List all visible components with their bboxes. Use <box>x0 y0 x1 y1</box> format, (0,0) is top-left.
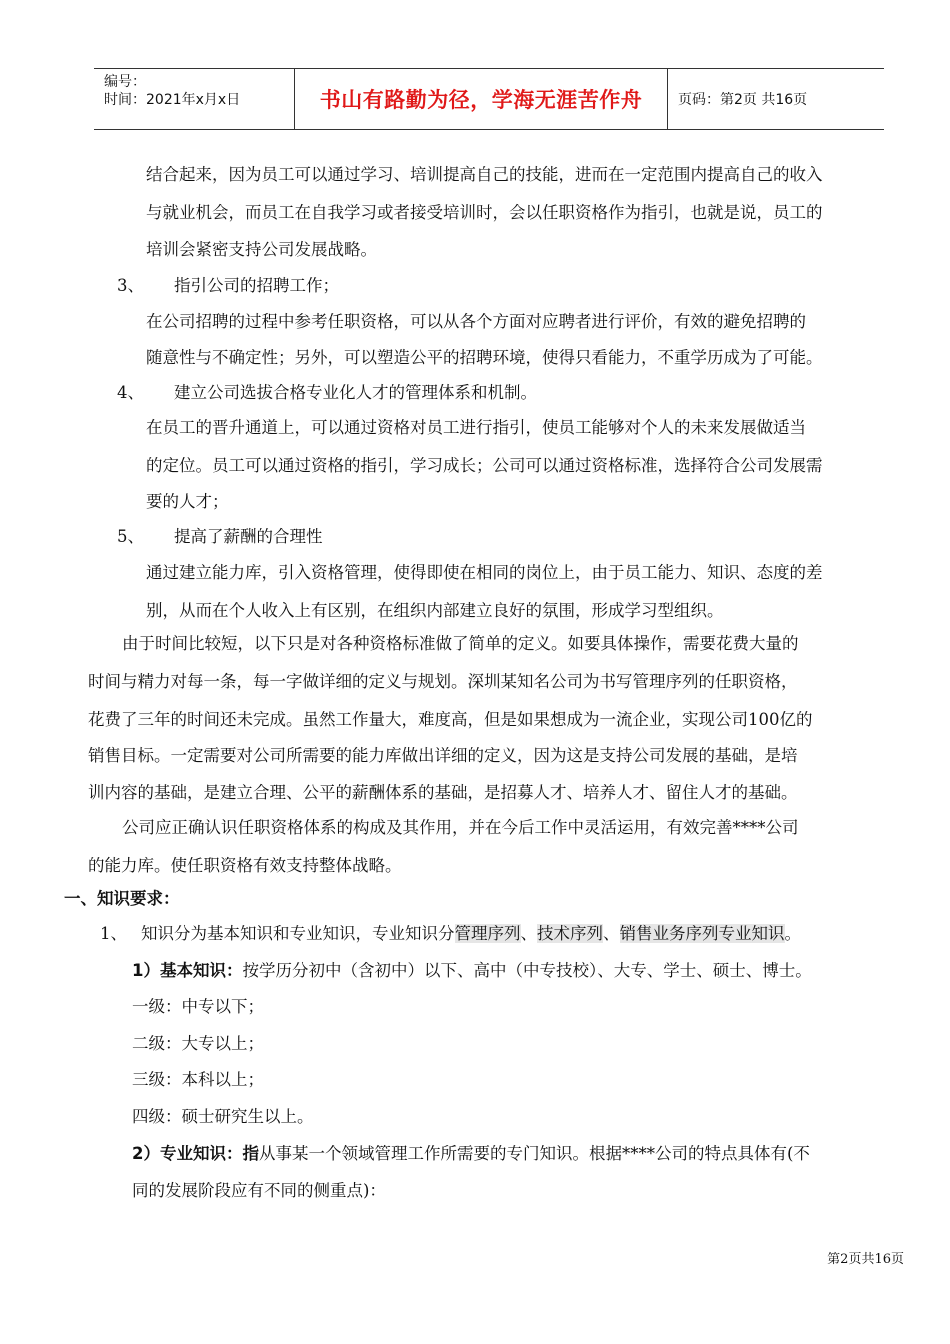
paragraph-line: 训内容的基础，是建立合理、公平的薪酬体系的基础，是招募人才、培养人才、留住人才的基础。 <box>88 783 798 802</box>
list-number: 3、 <box>117 276 144 295</box>
knowledge-intro <box>141 924 801 944</box>
page-footer: 第2页共16页 <box>827 1252 904 1267</box>
level-item: 三级：本科以上； <box>132 1070 264 1089</box>
paragraph-line: 公司应正确认识任职资格体系的构成及其作用，并在今后工作中灵活运用，有效完善****公司 <box>122 818 799 837</box>
paragraph-line: 培训会紧密支持公司发展战略。 <box>146 240 377 259</box>
knowledge-intro-text: 知识分为基本知识和专业知识，专业知识分 <box>141 924 455 943</box>
list-title: 提高了薪酬的合理性 <box>174 527 323 546</box>
paragraph-line: 时间与精力对每一条，每一字做详细的定义与规划。深圳某知名公司为书写管理序列的任职资格， <box>88 672 798 691</box>
paragraph-line: 花费了三年的时间还未完成。虽然工作量大，难度高，但是如果想成为一流企业，实现公司100亿的 <box>88 710 813 729</box>
paragraph-line: 别，从而在个人收入上有区别，在组织内部建立良好的氛围，形成学习型组织。 <box>146 601 724 620</box>
header-time: 时间：2021年x月x日 <box>104 92 241 108</box>
separator: 、 <box>520 924 537 943</box>
basic-knowledge-text: 按学历分初中（含初中）以下、高中（中专技校）、大专、学士、硕士、博士。 <box>242 961 812 980</box>
level-item: 一级：中专以下； <box>132 997 264 1016</box>
header-motto: 书山有路勤为径，学海无涯苦作舟 <box>295 69 668 129</box>
paragraph-line: 销售目标。一定需要对公司所需要的能力库做出详细的定义，因为这是支持公司发展的基础，是培 <box>88 746 798 765</box>
paragraph-line: 与就业机会，而员工在自我学习或者接受培训时，会以任职资格作为指引，也就是说，员工的 <box>146 203 823 222</box>
basic-knowledge-label: 1）基本知识： <box>132 961 243 980</box>
professional-knowledge-label: 2）专业知识：指 <box>132 1144 259 1163</box>
list-number: 5、 <box>117 527 144 546</box>
paragraph-line: 同的发展阶段应有不同的侧重点)： <box>132 1181 386 1200</box>
paragraph-line: 在员工的晋升通道上，可以通过资格对员工进行指引，使员工能够对个人的未来发展做适当 <box>146 418 806 437</box>
level-item: 四级：硕士研究生以上。 <box>132 1107 314 1126</box>
paragraph-line: 要的人才； <box>146 492 229 511</box>
professional-knowledge-text: 从事某一个领域管理工作所需要的专门知识。根据****公司的特点具体有(不 <box>258 1144 810 1163</box>
list-title: 建立公司选拔合格专业化人才的管理体系和机制。 <box>174 383 537 402</box>
header-number: 编号： <box>104 74 146 90</box>
list-title: 指引公司的招聘工作； <box>174 276 339 295</box>
paragraph-line: 的能力库。使任职资格有效支持整体战略。 <box>88 856 402 875</box>
list-number: 4、 <box>117 383 144 402</box>
paragraph-line: 在公司招聘的过程中参考任职资格，可以从各个方面对应聘者进行评价，有效的避免招聘的 <box>146 312 806 331</box>
paragraph-line: 通过建立能力库，引入资格管理，使得即使在相同的岗位上，由于员工能力、知识、态度的差 <box>146 563 823 582</box>
header-meta <box>94 69 295 129</box>
paragraph-line: 随意性与不确定性；另外，可以塑造公平的招聘环境，使得只看能力，不重学历成为了可能。 <box>146 348 823 367</box>
separator: 、 <box>603 924 620 943</box>
sentence-end: 。 <box>784 924 801 943</box>
page-header <box>94 68 884 130</box>
paragraph-line: 结合起来，因为员工可以通过学习、培训提高自己的技能，进而在一定范围内提高自己的收入 <box>146 165 823 184</box>
professional-knowledge-line <box>132 1144 810 1164</box>
level-item: 二级：大专以上； <box>132 1034 264 1053</box>
highlight-sales: 销售业务序列专业知识 <box>619 924 785 943</box>
section-heading: 一、知识要求： <box>64 889 180 908</box>
basic-knowledge-line <box>132 961 812 981</box>
highlight-management: 管理序列 <box>454 924 521 943</box>
paragraph-line: 由于时间比较短，以下只是对各种资格标准做了简单的定义。如要具体操作，需要花费大量的 <box>122 634 799 653</box>
highlight-technical: 技术序列 <box>537 924 603 943</box>
paragraph-line: 的定位。员工可以通过资格的指引，学习成长；公司可以通过资格标准，选择符合公司发展需 <box>146 456 823 475</box>
header-page: 页码：第2页 共16页 <box>678 92 808 108</box>
list-number: 1、 <box>100 924 127 943</box>
